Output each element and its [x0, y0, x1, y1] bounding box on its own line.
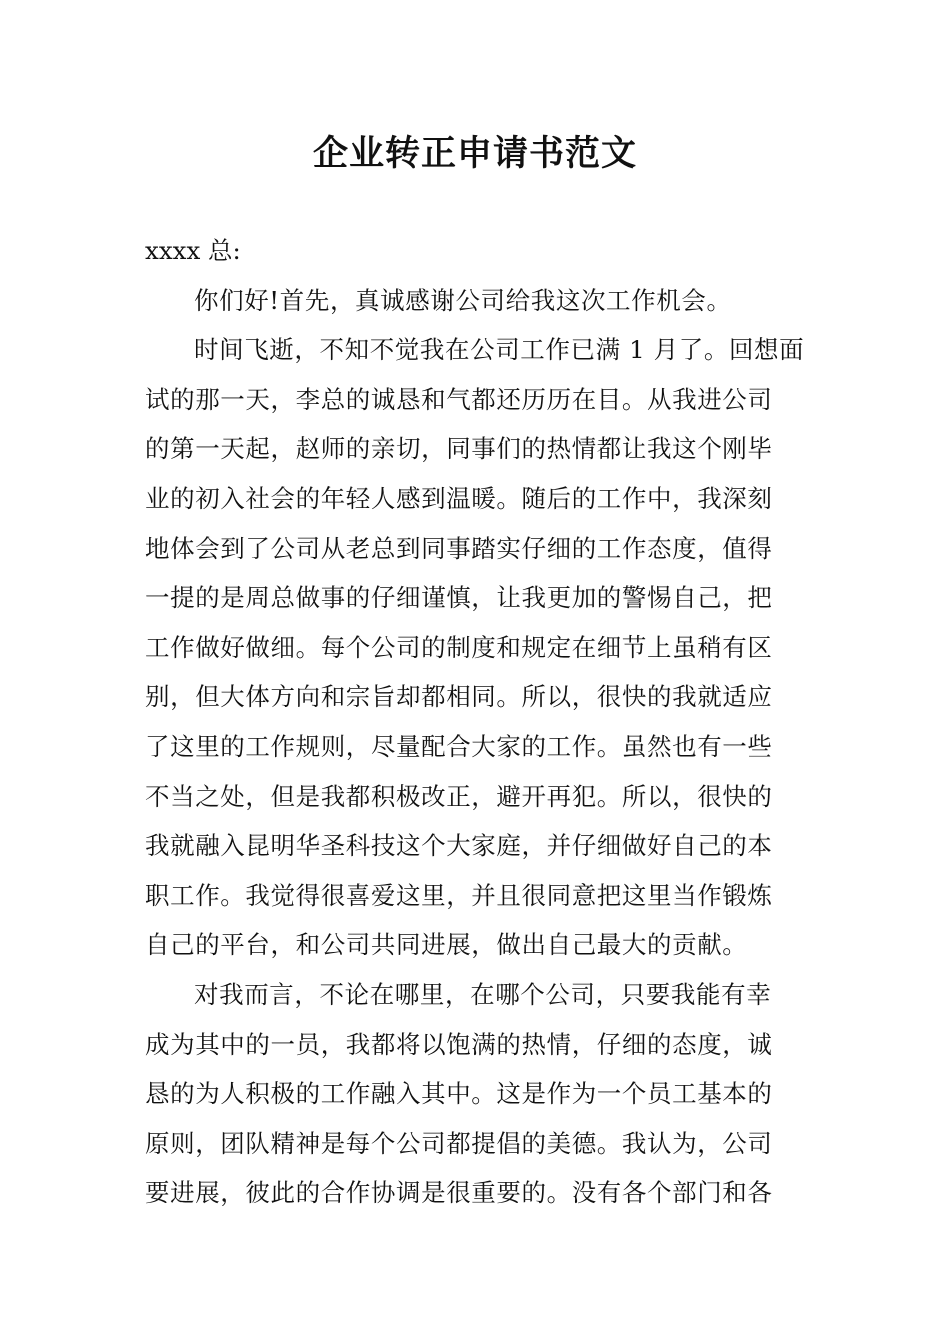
paragraph-line: 时间飞逝，不知不觉我在公司工作已满 1 月了。回想面 — [194, 335, 805, 365]
paragraph-line: 不当之处，但是我都积极改正，避开再犯。所以，很快的 — [145, 781, 773, 811]
paragraph-line: 地体会到了公司从老总到同事踏实仔细的工作态度，值得 — [145, 533, 773, 563]
paragraph-line: 原则，团队精神是每个公司都提倡的美德。我认为，公司 — [145, 1128, 773, 1158]
paragraph-line: 职工作。我觉得很喜爱这里，并且很同意把这里当作锻炼 — [145, 880, 773, 910]
paragraph-line: 我就融入昆明华圣科技这个大家庭，并仔细做好自己的本 — [145, 831, 773, 861]
paragraph-line: 自己的平台，和公司共同进展，做出自己最大的贡献。 — [145, 930, 748, 960]
document-body — [145, 231, 805, 1223]
paragraph-line: 对我而言，不论在哪里，在哪个公司，只要我能有幸 — [194, 979, 772, 1009]
paragraph-line: 你们好!首先，真诚感谢公司给我这次工作机会。 — [194, 285, 732, 315]
document-title: 企业转正申请书范文 — [312, 134, 637, 174]
paragraph-line: 了这里的工作规则，尽量配合大家的工作。虽然也有一些 — [145, 731, 773, 761]
paragraph-line: 一提的是周总做事的仔细谨慎，让我更加的警惕自己，把 — [145, 583, 773, 613]
paragraph-line: 要进展，彼此的合作协调是很重要的。没有各个部门和各 — [145, 1178, 773, 1208]
salutation-line: xxxx 总: — [145, 236, 241, 265]
paragraph-line: 别，但大体方向和宗旨却都相同。所以，很快的我就适应 — [145, 682, 773, 712]
paragraph-line: 试的那一天，李总的诚恳和气都还历历在目。从我进公司 — [145, 384, 773, 414]
paragraph-line: 成为其中的一员，我都将以饱满的热情，仔细的态度，诚 — [145, 1029, 773, 1059]
paragraph-line: 业的初入社会的年轻人感到温暖。随后的工作中，我深刻 — [145, 483, 773, 513]
paragraph-line: 恳的为人积极的工作融入其中。这是作为一个员工基本的 — [145, 1079, 773, 1109]
paragraph-line: 工作做好做细。每个公司的制度和规定在细节上虽稍有区 — [145, 632, 773, 662]
paragraph-line: 的第一天起，赵师的亲切，同事们的热情都让我这个刚毕 — [145, 434, 773, 464]
